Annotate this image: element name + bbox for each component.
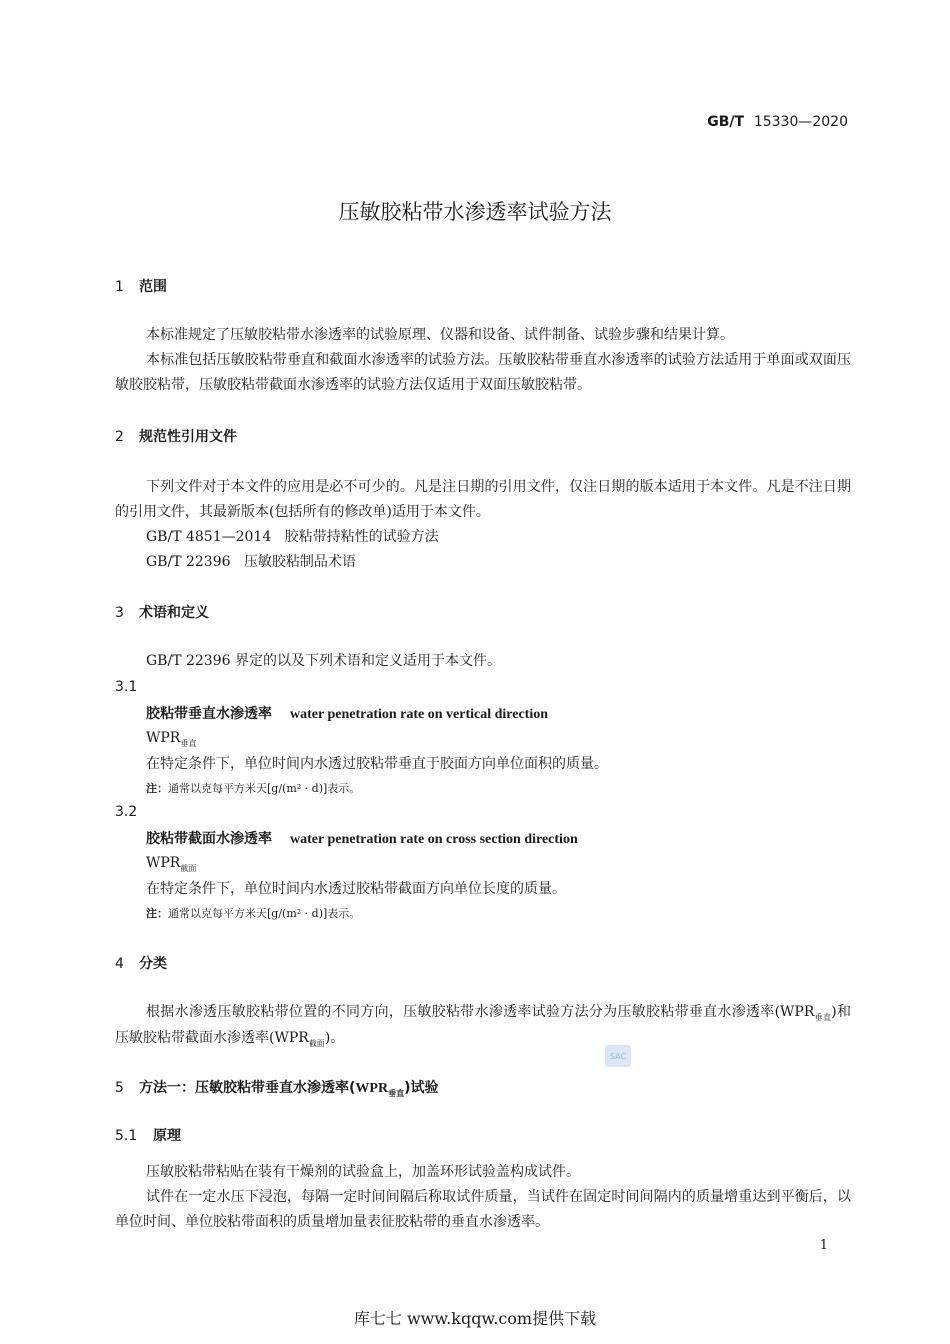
download-footer: 库七七 www.kqqw.com提供下载: [353, 1309, 597, 1328]
clause-3-2-number: 3.2: [115, 804, 138, 820]
term-3-1: 胶粘带垂直水渗透率 water penetration rate on vertical direction: [146, 706, 549, 722]
section-4-paragraph-1: 根据水渗透压敏胶粘带位置的不同方向，压敏胶粘带水渗透率试验方法分为压敏胶粘带垂直水渗透率$(WPR_{垂直})$和压敏胶粘带截面水渗透率$(WPR_{截面})$。: [115, 1004, 851, 1048]
section-1-heading: 1 范围: [115, 279, 167, 295]
symbol-3-2: $WPR_{截面}$: [146, 855, 197, 873]
definition-3-1: 在特定条件下，单位时间内水透过胶粘带垂直于胶面方向单位面积的质量。: [146, 756, 608, 772]
standard-code: GB/T 15330—2020: [707, 114, 848, 130]
section-4-heading: 4 分类: [115, 956, 167, 972]
section-3-paragraph-1: GB/T 22396 界定的以及下列术语和定义适用于本文件。: [146, 653, 501, 669]
section-5-1-paragraph-1: 压敏胶粘带粘贴在装有干燥剂的试验盒上，加盖环形试验盖构成试件。: [146, 1164, 580, 1180]
section-2-paragraph-1: 下列文件对于本文件的应用是必不可少的。凡是注日期的引用文件，仅注日期的版本适用于本文件。凡是不注日期的引用文件，其最新版本(包括所有的修改单)适用于本文件。: [115, 479, 851, 520]
sac-watermark-logo: SAC: [605, 1045, 631, 1067]
clause-3-1-number: 3.1: [115, 679, 138, 695]
page-number: 1: [819, 1238, 828, 1253]
section-2-heading: 2 规范性引用文件: [115, 429, 237, 445]
symbol-3-1: $WPR_{垂直}$: [146, 730, 197, 748]
term-3-2: 胶粘带截面水渗透率 water penetration rate on cross section direction: [146, 831, 578, 847]
section-3-heading: 3 术语和定义: [115, 605, 209, 621]
reference-1: GB/T 4851—2014 胶粘带持粘性的试验方法: [146, 529, 439, 545]
document-title: 压敏胶粘带水渗透率试验方法: [338, 200, 612, 224]
section-1-paragraph-2: 本标准包括压敏胶粘带垂直和截面水渗透率的试验方法。压敏胶粘带垂直水渗透率的试验方法适用于单面或双面压敏胶胶粘带，压敏胶粘带截面水渗透率的试验方法仅适用于双面压敏胶粘带。: [115, 352, 851, 393]
section-5-heading: 5 方法一：压敏胶粘带垂直水渗透率$(WPR_{垂直})$试验: [115, 1080, 439, 1098]
section-5-1-heading: 5.1 原理: [115, 1128, 181, 1144]
section-5-1-paragraph-2: 试件在一定水压下浸泡，每隔一定时间间隔后称取试件质量，当试件在固定时间间隔内的质量增重达到平衡后，以单位时间、单位胶粘带面积的质量增加量表征胶粘带的垂直水渗透率。: [115, 1189, 851, 1230]
definition-3-2: 在特定条件下，单位时间内水透过胶粘带截面方向单位长度的质量。: [146, 881, 566, 897]
section-1-paragraph-1: 本标准规定了压敏胶粘带水渗透率的试验原理、仪器和设备、试件制备、试验步骤和结果计算。: [146, 327, 734, 343]
note-3-1: 注：通常以克每平方米天[g/(m² · d)]表示。: [146, 782, 361, 795]
note-3-2: 注：通常以克每平方米天[g/(m² · d)]表示。: [146, 907, 361, 920]
reference-2: GB/T 22396 压敏胶粘制品术语: [146, 554, 356, 570]
